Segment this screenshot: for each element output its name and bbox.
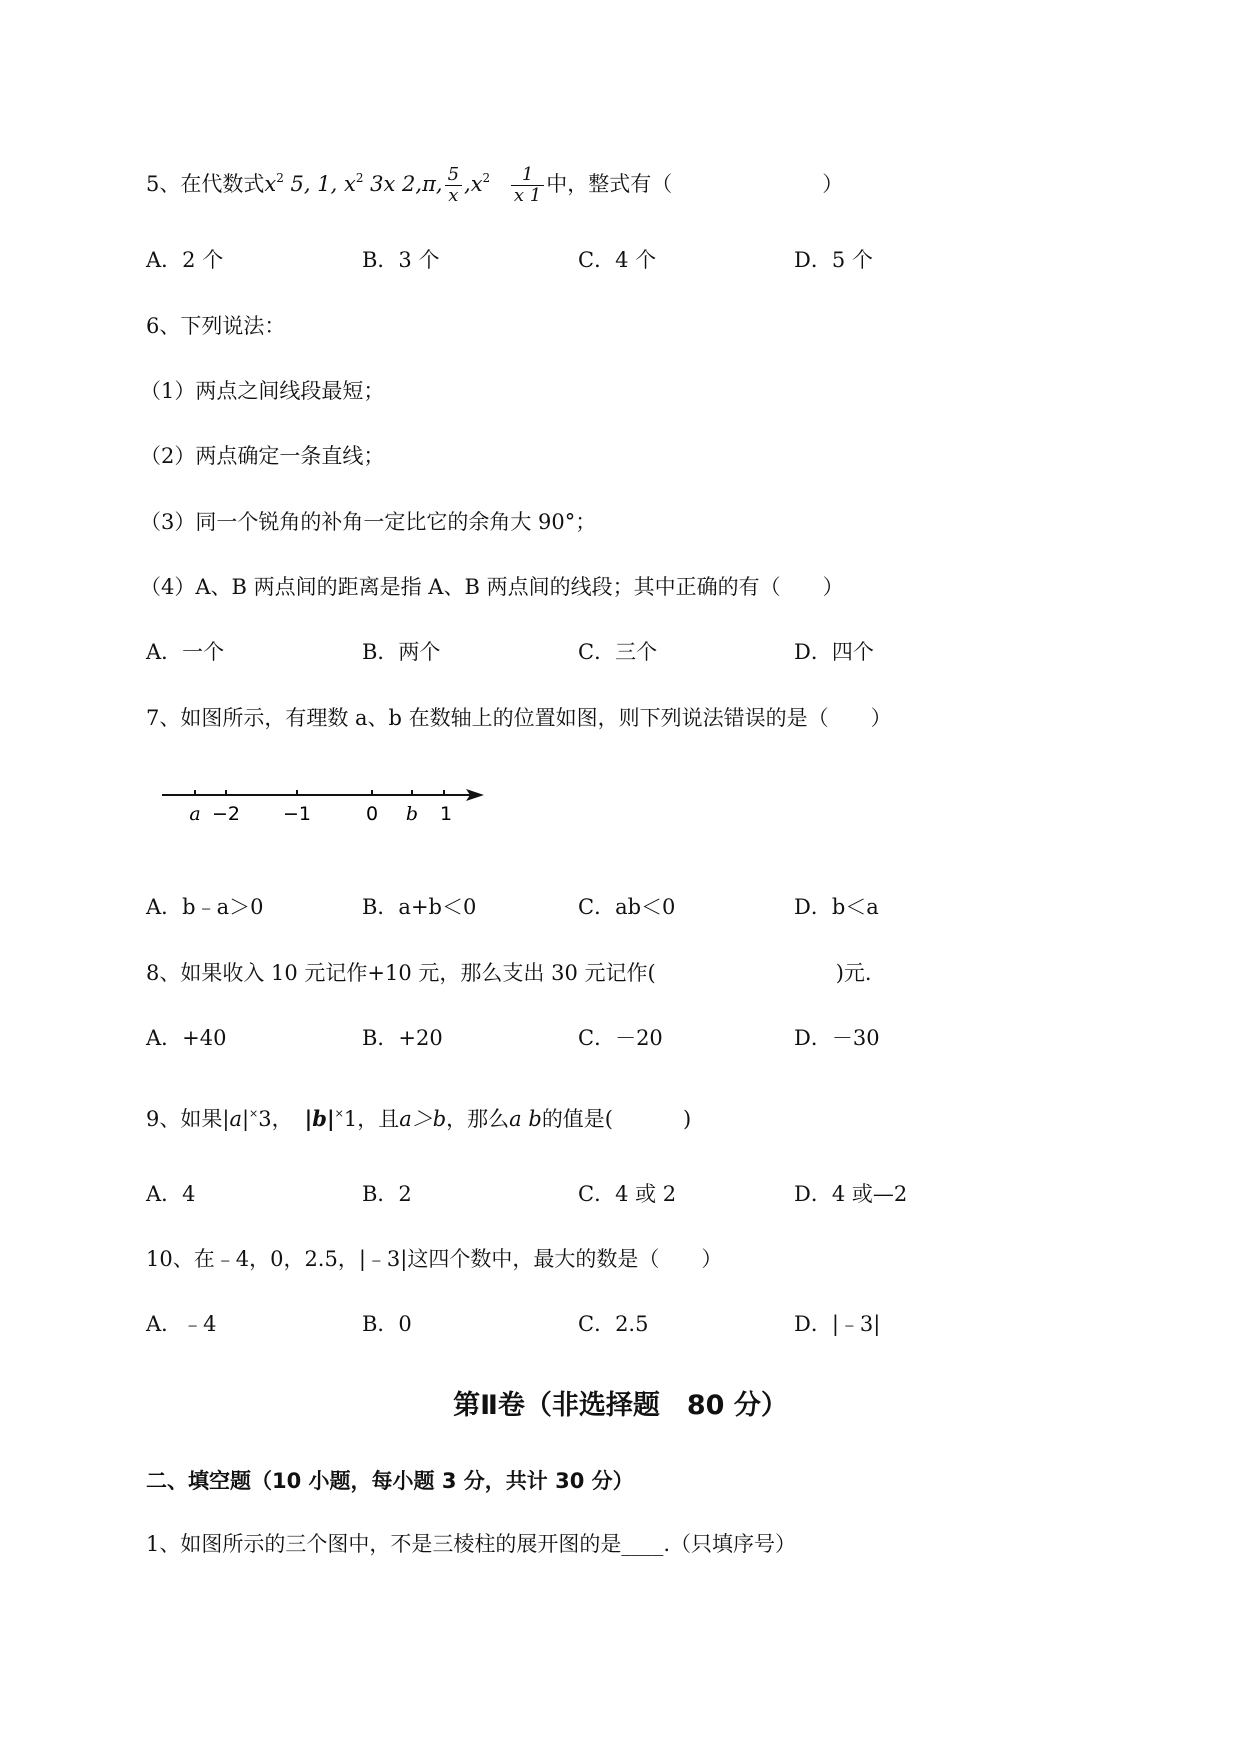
q9-prefix: 9、如果 xyxy=(146,1107,223,1131)
q5-option-d: D．5 个 xyxy=(794,248,873,272)
q6-item-2: （2）两点确定一条直线； xyxy=(140,444,385,468)
q8-option-b: B．+20 xyxy=(362,1026,443,1050)
q5-suffix: 中，整式有（ xyxy=(546,172,673,196)
number-line xyxy=(156,780,496,840)
q6-option-d: D．四个 xyxy=(794,640,874,664)
fill-question-1: 1、如图所示的三个图中，不是三棱柱的展开图的是____.（只填序号） xyxy=(146,1532,797,1556)
q5-option-a: A．2 个 xyxy=(146,248,224,272)
q9-option-a: A．4 xyxy=(146,1182,196,1206)
q8-close: )元. xyxy=(835,961,872,985)
q9-mid2: 1，且 xyxy=(343,1107,400,1131)
q6-option-b: B．两个 xyxy=(362,640,441,664)
q9-options xyxy=(146,1180,1046,1208)
q6-option-c: C．三个 xyxy=(578,640,658,664)
q6-option-a: A．一个 xyxy=(146,640,225,664)
q9-abs-b: |b| xyxy=(304,1106,335,1131)
label-0: 0 xyxy=(365,803,379,825)
q5-expr2: 5, 1, xyxy=(290,172,338,196)
label-b: b xyxy=(405,803,419,825)
q7-option-d: D．b＜a xyxy=(794,895,879,919)
q5-prefix: 5、在代数式 xyxy=(146,172,265,196)
q5-frac1: $\frac{5}{x}$ xyxy=(445,165,462,206)
q8-option-a: A．+40 xyxy=(146,1026,227,1050)
q9-suffix: 的值是( xyxy=(541,1107,614,1131)
q5-stem: 5、在代数式$x^2$ 5, 1, $x^2$ 3x 2,π, $\frac{5}{x}$ $,x^2$ $\frac{1}{x 1}$ 中，整式有（ ） xyxy=(146,164,844,206)
q10-stem: 10、在﹣4，0，2.5，|﹣3|这四个数中，最大的数是（ ） xyxy=(146,1247,723,1271)
q5-expr4: 3x 2, xyxy=(370,172,423,196)
q5-expr5: ,x xyxy=(464,172,483,196)
q6-stem: 6、下列说法： xyxy=(146,314,286,338)
q5-close: ） xyxy=(822,172,844,196)
q8-options xyxy=(146,1024,1046,1052)
q8-option-c: C．－20 xyxy=(578,1026,663,1050)
q6-item-1: （1）两点之间线段最短； xyxy=(140,379,385,403)
q5-pi: π, xyxy=(422,172,443,196)
q5-options xyxy=(146,246,1046,274)
q5-expr1: x xyxy=(264,172,277,196)
q5-frac2: $\frac{1}{x 1}$ xyxy=(511,165,544,206)
q6-options xyxy=(146,638,1046,666)
q8-stem xyxy=(146,959,872,987)
q9-abs-a: |a| xyxy=(222,1107,250,1131)
q9-mid1: 3， xyxy=(258,1107,293,1131)
q9-expr: a b xyxy=(509,1107,542,1131)
q10-option-c: C．2.5 xyxy=(578,1312,649,1336)
q8-stem-text: 8、如果收入 10 元记作+10 元，那么支出 30 元记作( xyxy=(146,961,656,985)
q10-options xyxy=(146,1310,1046,1338)
q6-item-3: （3）同一个锐角的补角一定比它的余角大 90°； xyxy=(140,510,597,534)
q9-option-d: D．4 或—2 xyxy=(794,1182,908,1206)
q5-option-c: C．4 个 xyxy=(578,248,657,272)
label-1: 1 xyxy=(439,803,453,825)
label-a: a xyxy=(189,803,201,825)
q5-expr3: x xyxy=(343,172,356,196)
label-minus2: −2 xyxy=(211,803,241,825)
q6-item-4: （4）A、B 两点间的距离是指 A、B 两点间的线段；其中正确的有（ ） xyxy=(140,575,844,599)
q9-mid3: ，那么 xyxy=(446,1107,510,1131)
q10-option-a: A．﹣4 xyxy=(146,1312,217,1336)
q5-option-b: B．3 个 xyxy=(362,248,440,272)
q9-condition: a＞b xyxy=(399,1107,447,1131)
q7-option-a: A．b﹣a＞0 xyxy=(146,895,264,919)
label-minus1: −1 xyxy=(282,803,312,825)
section2-title: 二、填空题（10 小题，每小题 3 分，共计 30 分） xyxy=(146,1469,634,1493)
q7-option-c: C．ab＜0 xyxy=(578,895,676,919)
q10-option-d: D．|﹣3| xyxy=(794,1312,881,1336)
part2-title: 第Ⅱ卷（非选择题 80 分） xyxy=(453,1390,788,1421)
q7-stem: 7、如图所示，有理数 a、b 在数轴上的位置如图，则下列说法错误的是（ ） xyxy=(146,706,892,730)
q9-option-b: B．2 xyxy=(362,1182,412,1206)
q9-stem: 9、如果|a|×3， |b|×1，且a＞b，那么a b的值是( ) xyxy=(146,1106,692,1131)
q9-close: ) xyxy=(683,1107,692,1131)
q7-options xyxy=(146,893,1046,921)
q7-option-b: B．a+b＜0 xyxy=(362,895,477,919)
q10-option-b: B．0 xyxy=(362,1312,412,1336)
q9-option-c: C．4 或 2 xyxy=(578,1182,677,1206)
q8-option-d: D．－30 xyxy=(794,1026,880,1050)
